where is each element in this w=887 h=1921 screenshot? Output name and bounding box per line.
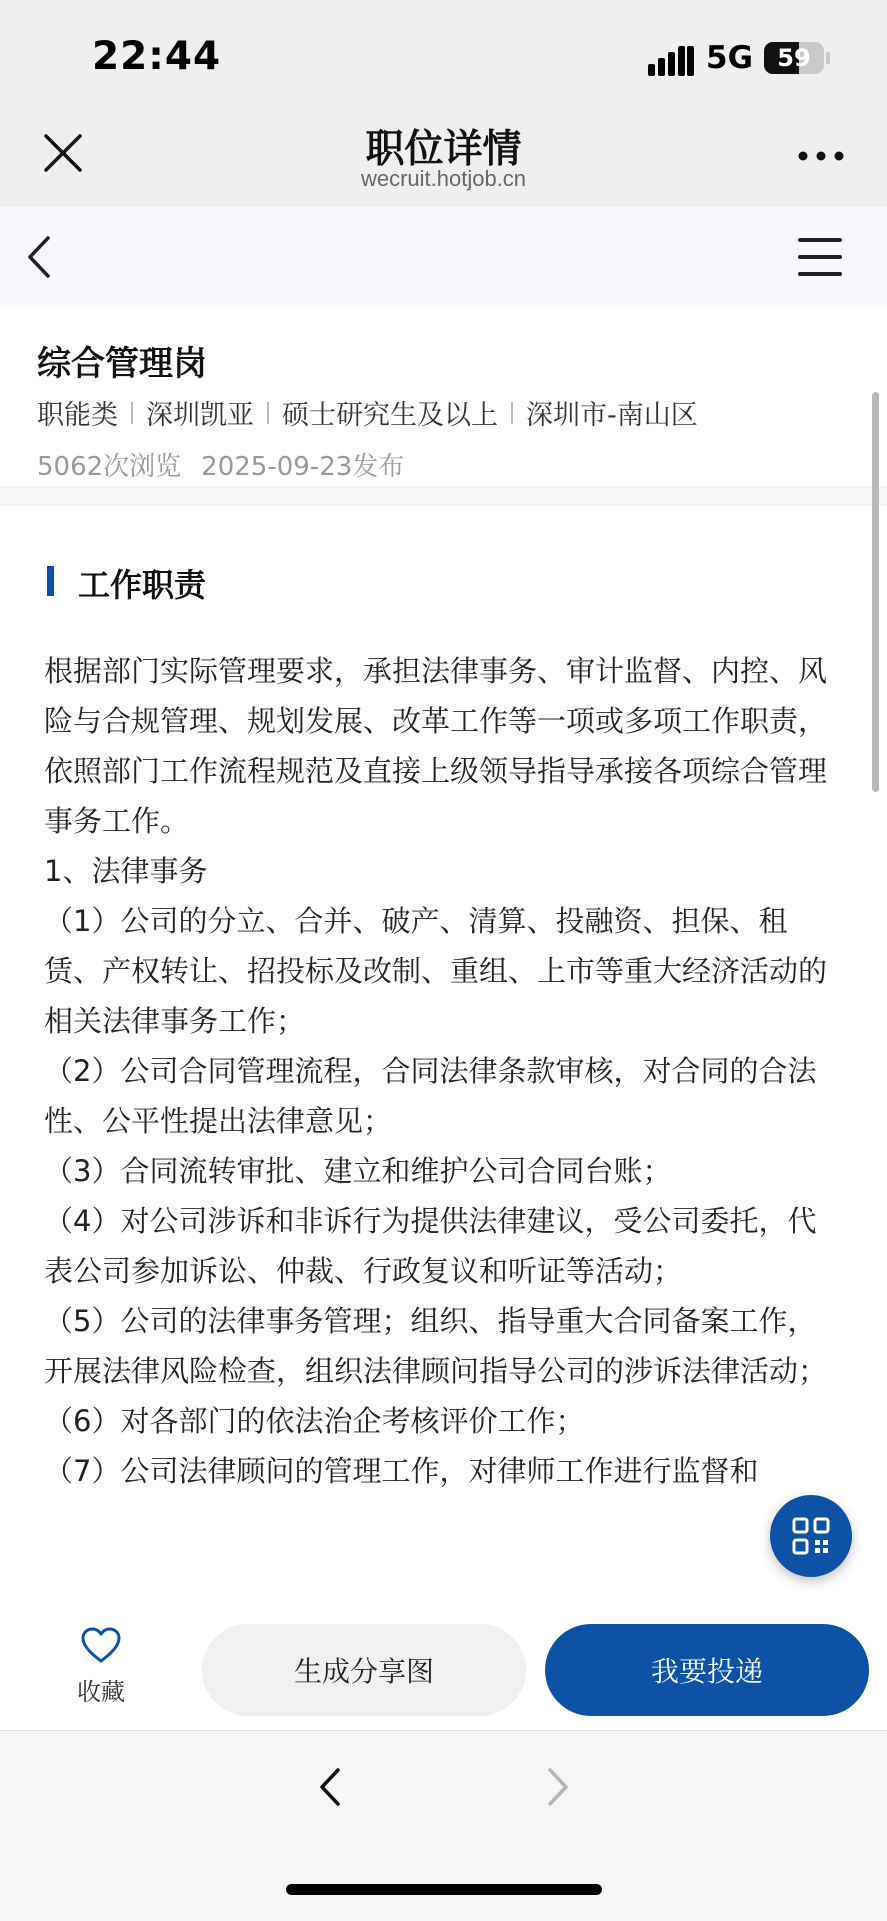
browser-forward-icon[interactable] — [540, 1762, 576, 1812]
apply-button[interactable]: 我要投递 — [545, 1624, 869, 1716]
qr-code-button[interactable] — [770, 1495, 852, 1577]
description-paragraph: （2）公司合同管理流程，合同法律条款审核，对合同的合法性、公平性提出法律意见； — [44, 1054, 817, 1138]
page-title: 职位详情 — [365, 127, 522, 172]
heart-icon — [80, 1626, 122, 1664]
description-paragraph: （4）对公司涉诉和非诉行为提供法律建议，受公司委托，代表公司参加诉讼、仲裁、行政复议和听证等活动； — [44, 1204, 817, 1288]
share-image-button[interactable]: 生成分享图 — [202, 1624, 526, 1716]
job-company: 深圳凯亚 — [146, 400, 254, 431]
description-paragraph: （6）对各部门的依法治企考核评价工作； — [44, 1404, 585, 1438]
page-url: wecruit.hotjob.cn — [360, 166, 527, 191]
battery-level: 59 — [777, 44, 811, 72]
job-stats — [37, 446, 404, 483]
job-location: 深圳市-南山区 — [526, 400, 698, 431]
meta-divider — [131, 402, 133, 424]
qr-code-icon — [791, 1516, 831, 1556]
meta-divider — [267, 402, 269, 424]
section-accent-bar — [47, 566, 54, 596]
browser-back-icon[interactable] — [312, 1762, 348, 1812]
network-type: 5G — [706, 40, 754, 76]
job-meta — [37, 393, 698, 432]
view-count: 5062次浏览 — [37, 452, 182, 482]
description-paragraph: 1、法律事务 — [44, 854, 208, 888]
favorite-label: 收藏 — [77, 1678, 125, 1706]
page-nav-bar — [0, 207, 887, 307]
status-time: 22:44 — [92, 34, 222, 79]
job-description — [44, 646, 844, 1496]
home-indicator[interactable] — [286, 1884, 602, 1895]
signal-icon — [648, 44, 694, 76]
description-paragraph: （5）公司的法律事务管理；组织、指导重大合同备案工作，开展法律风险检查，组织法律顾问指导公司的涉诉法律活动； — [44, 1304, 828, 1388]
description-paragraph: 根据部门实际管理要求，承担法律事务、审计监督、内控、风险与合规管理、规划发展、改革工作等一项或多项工作职责，依照部门工作流程规范及直接上级领导指导承接各项综合管理事务工作。 — [44, 654, 828, 838]
more-icon[interactable] — [796, 144, 846, 168]
meta-divider — [511, 402, 513, 424]
description-paragraph: （3）合同流转审批、建立和维护公司合同台账； — [44, 1154, 672, 1188]
job-title: 综合管理岗 — [37, 344, 207, 384]
battery-tip — [826, 52, 830, 64]
scrollbar[interactable] — [872, 392, 879, 792]
description-paragraph: （1）公司的分立、合并、破产、清算、投融资、担保、租赁、产权转让、招投标及改制、重组、上市等重大经济活动的相关法律事务工作； — [44, 904, 828, 1038]
section-title: 工作职责 — [78, 566, 207, 604]
menu-icon[interactable] — [796, 234, 844, 280]
battery-icon — [764, 42, 824, 74]
description-paragraph: （7）公司法律顾问的管理工作，对律师工作进行监督和 — [44, 1454, 759, 1488]
favorite-button[interactable] — [62, 1626, 140, 1706]
job-category: 职能类 — [37, 400, 118, 431]
section-divider — [0, 486, 887, 506]
publish-date: 2025-09-23发布 — [201, 452, 405, 482]
job-education: 硕士研究生及以上 — [282, 400, 498, 431]
back-icon[interactable] — [20, 230, 60, 284]
